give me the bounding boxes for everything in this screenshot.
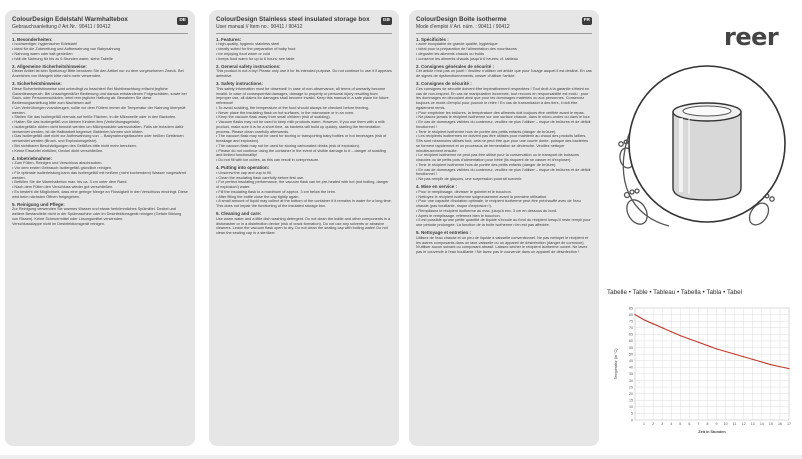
data-point (779, 366, 780, 367)
data-point (698, 342, 699, 343)
section-heading: 2. Allgemeine Sicherheitshinweise: (12, 63, 87, 69)
section-body: This safety information must be observed! In case of non-observance, all terms of warranty become invalid. In case of consequential damages, damage to property or personal injury resulting from improper use, all claims for damages shall become invalid. Keep this manual in a safe place for future reference! • To avoid scalding, the temperature of the food should always be checked before feeding. • Never place the insulating flask on hot surfaces, in the microwave or in an oven. • Keep the vacuum flask away from small children (risk of scalding). • Vacuum flasks may not be used to keep milk products warm. However, if you use them with a milk product, make sure it is for a short time, as bacteria will build up quickly, starting the fermentation process. Please clean carefully afterwards. • The vacuum flask may not be used for storing or transporting baby bottles or hot beverages (risk of breakage and explosion). • The vacuum flask may not be used for storing carbonated drinks (risk of explosion). • Please do not continue using the container in the event of visible damage to it – danger of scalding and limited functionality! • Do not fill with ice cubes, as this can result in overpressure. (216, 86, 389, 163)
manual-section (216, 81, 392, 163)
x-tick-label: 7 (697, 422, 700, 426)
x-tick-label: 13 (750, 422, 755, 426)
y-tick-label: 15 (629, 398, 633, 403)
section-heading: 3. Consignes de sécurité : (416, 81, 472, 87)
y-tick-label: 35 (629, 372, 633, 377)
section-heading: 5. Cleaning and care: (216, 211, 262, 217)
data-point (770, 364, 771, 365)
section-body: Zur Reinigung verwenden Sie warmes Wasser und etwas herkömmliches Spülmittel. Deckel und weitere Bestandteile nicht in der Spülmaschine oder im Desinfektionsgerät reinigen (Gefahr Bildung von Rissen). Keine Scheuermittel oder Lösungsmittel verwenden. Verschlussklappe nicht im Desinfektionsgerät reinigen. (12, 207, 182, 226)
y-tick-label: 40 (629, 365, 633, 370)
reer-logo (722, 24, 792, 52)
data-point (634, 314, 635, 315)
section-body: Use warm water and a little dish washing detergent. Do not clean the bottle and other components in a dishwasher or in a disinfection device (risk of crack formation). Do not use any solvents or abrasive cleaners. Leave the vacuum flask open to dry. Do not clean the sealing cap with boiling water! Do not clean the sealing cap in a sterilizer. (216, 216, 391, 236)
manual-section (216, 165, 392, 209)
temperature-chart (607, 302, 797, 437)
x-tick-label: 5 (679, 422, 682, 426)
data-point (671, 331, 672, 332)
data-point (662, 327, 663, 328)
y-tick-label: 50 (629, 352, 633, 357)
y-tick-label: 10 (629, 405, 633, 410)
column-header (12, 16, 188, 30)
page-footer-strip (0, 455, 802, 459)
data-point (734, 354, 735, 355)
data-point (743, 356, 744, 357)
manual-section (416, 230, 592, 255)
column-title: ColourDesign Boîte isotherme (416, 16, 507, 23)
x-tick-label: 8 (706, 422, 709, 426)
language-badge: GB (382, 18, 390, 23)
manual-section (416, 64, 592, 79)
section-body: This product is not a toy! Please only use it for its intended purpose. Do not continue to use it if appears defective. (216, 69, 392, 79)
y-tick-label: 55 (629, 345, 633, 350)
manual-column-gb (209, 10, 399, 446)
section-body: • hochwertiger, hygienischer Edelstahl • ideal für die Zubereitung und Aufbewahrung von Babynahrung • Nahrung warm oder kalt genießen • hält die Nahrung für bis zu 6 Stunden warm; siehe Tabelle (12, 42, 121, 61)
x-tick-label: 4 (670, 422, 673, 426)
section-body: • Unscrew the cap and cup to fill. • Clean the insulating flask carefully before first use. • For perfect insulating performance, the vacuum flask can be pre-heated with hot (not boiling, danger of explosion!) water. • Fill the insulating flask to a maximum of approx. 3 cm below the brim. • After filling the bottle close the cap tightly again. • A small amount of liquid may collect at the bottom of the container if it remains in water for a long time. This does not impair the functioning of the insulated storage box. (216, 170, 392, 209)
storage-box-icon (673, 103, 741, 200)
y-tick-label: 0 (631, 418, 633, 423)
x-tick-label: 12 (741, 422, 746, 426)
x-tick-label: 14 (759, 422, 764, 426)
x-tick-label: 2 (652, 422, 655, 426)
manual-section (416, 81, 592, 182)
column-subtitle: User manual // Item no.: 90411 / 90412 (216, 23, 303, 30)
data-point (689, 338, 690, 339)
column-title: ColourDesign Edelstahl Warmhaltebox (12, 16, 128, 23)
y-axis-label: Temperatur (in °C) (614, 348, 618, 380)
manual-section (12, 37, 188, 62)
data-point (680, 335, 681, 336)
manual-section (12, 202, 188, 227)
section-body: Ces consignes de sécurité doivent être impérativement respectées ! Tout droit à la garantie s'éteint en cas de non-respect. En cas de manipulation incorrecte, tout recours en responsabilité est exclu : pour les dommages en découlant ainsi que pour les dommages matériels ou aux personnes. Conservez toujours ce mode d'emploi pour pouvoir le relire ! En cas de transmission à des tiers, il doit être également remis. • Pour empêcher les brûlures, la température des aliments doit toujours être vérifiée avant le repas. • Ne placez jamais le récipient isotherme sur une surface chaude, dans le micro-ondes ou dans le four. • En cas de dommages visibles du conteneur, veuillez ne plus l'utiliser – risque de brûlures et de déficit fonctionnel ! • Tenir le récipient isotherme hors de portée des petits enfants (danger de brûlure). • Les récipients isothermes ne doivent pas être utilisés pour maintenir au chaud des produits laitiers. S'ils sont néanmoins utilisés tout, cela ne peut être que pour une courte durée, puisque des bactéries se forment rapidement et un processus de fermentation se déclenche. Veuillez nettoyer minutieusement ensuite. • Le récipient isotherme ne peut pas être utilisé pour la conservation ou le transport de boissons chaudes ou de petits pots d'alimentation pour bébé (ils risquent de se casser et d'exploser). • Tenir le récipient isotherme hors de portée des petits enfants (danger de brûlure). • En cas de dommages visibles du conteneur, veuillez ne plus l'utiliser – risque de brûlures et de déficit fonctionnel ! • Ne pas remplir de glaçons, une surpression pourrait survenir. (416, 86, 591, 182)
data-point (643, 319, 644, 320)
x-tick-label: 11 (732, 422, 737, 426)
section-body: Utilisez de l'eau chaude et un peu de liquide à vaisselle conventionnel. Ne pas nettoyer le récipient et les autres composants dans un lave-vaisselle ou un appareil de désinfection (danger de corrosion). N'utiliser aucun solvant ou composant abrasif. Laissez sécher le récipient isotherme ouvert. Ne lavez pas le couvercle à l'eau bouillante ! Ne lavez pas le couvercle dans un appareil de désinfection ! (416, 235, 589, 255)
section-heading: 3. Safety instructions: (216, 81, 264, 87)
section-list (416, 37, 592, 255)
section-list (12, 37, 188, 227)
y-tick-label: 75 (629, 319, 633, 324)
data-point (761, 361, 762, 362)
manual-section (416, 184, 592, 228)
manual-column-de (5, 10, 195, 446)
section-heading: 4. Mise en service : (416, 184, 458, 190)
x-axis-label: Zeit in Stunden (698, 430, 726, 434)
section-body: • Pour le remplissage, dévisser le gobelet et le bouchon. • Nettoyez le récipient isotherme soigneusement avant la première utilisation. • Pour une capacité d'isolation optimale, le récipient isotherme peut être préchauffé avec de l'eau chaude (pas bouillante, risque d'explosion !). • Remplissez le récipient isotherme au max. jusqu'à env. 3 cm en dessous du bord. • Après le remplissage, refermez bien le bouchon. • Il est possible qu'une petite quantité de liquide s'écoule au fond du récipient lorsqu'il reste rempli pour une période prolongée. La fonction de la boîte isotherme n'en est pas affectée. (416, 189, 591, 228)
column-header (216, 16, 392, 30)
section-heading: 1. Features: (216, 36, 242, 42)
x-tick-label: 17 (787, 422, 791, 426)
y-tick-label: 30 (629, 378, 633, 383)
y-tick-label: 80 (629, 312, 633, 317)
manual-section (216, 64, 392, 79)
manual-section (12, 64, 188, 79)
column-title: ColourDesign Stainless steel insulated storage box (216, 16, 370, 23)
x-tick-label: 6 (688, 422, 691, 426)
plot-area (635, 308, 789, 420)
y-tick-label: 45 (629, 359, 633, 364)
section-heading: 2. Consignes générales de sécurité : (416, 63, 495, 69)
manual-column-fr (409, 10, 599, 446)
y-tick-label: 20 (629, 391, 633, 396)
manual-section (416, 37, 592, 62)
x-tick-label: 16 (777, 422, 782, 426)
data-point (752, 359, 753, 360)
section-heading: 3. Sicherheitshinweise: (12, 81, 62, 87)
y-tick-label: 25 (629, 385, 633, 390)
y-tick-label: 5 (631, 411, 633, 416)
section-heading: 4. Putting into operation: (216, 165, 270, 171)
y-tick-label: 60 (629, 339, 633, 344)
section-list (216, 37, 392, 236)
x-tick-label: 1 (643, 422, 646, 426)
divider (12, 33, 188, 34)
logo-text: reer (724, 24, 779, 51)
data-point (788, 368, 789, 369)
column-subtitle: Mode d'emploi // Art. núm. : 90411 / 90412 (416, 23, 510, 30)
section-body: Dieser Artikel ist kein Spielzeug! Bitte benutzen Sie den Artikel nur zu dem vorgesehenen Zweck. Bei Anzeichen von Mängeln bitte nicht mehr verwenden. (12, 69, 184, 79)
data-point (725, 351, 726, 352)
section-heading: 5. Nettoyage et entretien : (416, 230, 472, 236)
column-header (416, 16, 592, 30)
divider (416, 33, 592, 34)
language-badge: DE (179, 18, 186, 23)
section-heading: 2. General safety instructions: (216, 63, 281, 69)
section-heading: 1. Besonderheiten: (12, 36, 53, 42)
data-point (707, 345, 708, 346)
section-heading: 5. Reinigung und Pflege: (12, 201, 65, 207)
y-tick-label: 65 (629, 332, 633, 337)
x-tick-label: 3 (661, 422, 664, 426)
product-illustration (607, 62, 797, 232)
section-body: • high-quality, hygienic stainless steel • ideally suited for the preparation of baby food • for enjoying food warm or cold • keeps food warm for up to 6 hours; see table (216, 42, 296, 61)
manual-section (216, 37, 392, 62)
x-tick-label: 9 (715, 422, 718, 426)
divider (216, 33, 392, 34)
manual-section (12, 156, 188, 200)
column-subtitle: Gebrauchsanleitung // Art.Nr.: 90411 / 90412 (12, 23, 111, 30)
table-title: Tabelle • Table • Tableau • Tabella • Tabla • Tabel (607, 289, 743, 296)
manual-section (12, 81, 188, 153)
section-body: • Zum Füllen, Reinigen und Verschluss abschrauben. • Vor dem ersten Gebrauch Isoliergefäß gründlich reinigen. • Für optimale Isolierleistung kann das Isoliergefäß mit heißem (nicht kochendem) Wasser vorgewärmt werden. • Befüllen Sie die Warmhaltebox max. bis ca. 3 cm unter dem Rand. • Nach dem Füllen den Verschluss wieder gut verschließen. • Es besteht die Möglichkeit, dass eine geringe Menge an Flüssigkeit in den Verschluss eindringt. Diese wird beim nächsten Öffnen freigegeben. (12, 161, 188, 199)
section-heading: 1. Spécificités : (416, 36, 449, 42)
section-body: Diese Sicherheitshinweise sind unbedingt zu beachten! Bei Nichtbeachtung erlischt jegliche Garantieanspruch. Bei unsachgemäßer Bedienung und daraus entstandenen Folgeschäden, sowie bei Sach- oder Personenschäden, lehnt reer jegliche Haftung ab. Bewahren Sie diese Bedienungsanleitung bitte zum Nachlesen auf! • Um Verbrühungen vorzubeugen, sollte vor dem Füttern immer die Temperatur der Nahrung überprüft werden. • Stellen Sie das Isoliergefäß niemals auf heiße Flächen, in die Mikrowelle oder in den Backofen. • Halten Sie das Isoliergefäß von kleinen Kindern fern (Verbrühungsgefahr). • Isoliergefäße dürfen nicht benutzt werden um Milchprodukte warmzuhalten. Falls sie trotzdem dafür verwendet werden, ist die Haltbarkeit begrenzt; Bakterien können sich bilden. • Das Isoliergefäß darf nicht zur Aufbewahrung von ... Babynahrungsflaschen oder heißen Getränken verwendet werden (Bruch- und Explosionsgefahr). • Bei sichtbaren Beschädigungen des Gefäßes bitte nicht mehr benutzen. • Keine Eiswürfel einfüllen; Deckel dicht verschließen. (12, 86, 187, 153)
section-heading: 4. Inbetriebnahme: (12, 155, 53, 161)
y-tick-label: 85 (629, 306, 633, 311)
x-tick-label: 10 (723, 422, 728, 426)
data-point (716, 348, 717, 349)
section-body: Cet article n'est pas un jouet ! Veuillez n'utiliser cet article que pour l'usage auquel il est destiné. En cas de signes de dysfonctionnements, cesser d'utiliser l'article. (416, 69, 592, 79)
manual-section (216, 211, 392, 236)
x-tick-label: 15 (768, 422, 773, 426)
section-body: • acier inoxydable de grande qualité, hygiénique • idéal pour la préparation de l'alimentation des nourrissons • déguster les aliments chauds ou froids • conserve les aliments chauds jusqu'à 6 heures; cf. tableau (416, 42, 518, 61)
language-badge: FR (583, 18, 590, 23)
data-point (653, 323, 654, 324)
y-tick-label: 70 (629, 326, 633, 331)
